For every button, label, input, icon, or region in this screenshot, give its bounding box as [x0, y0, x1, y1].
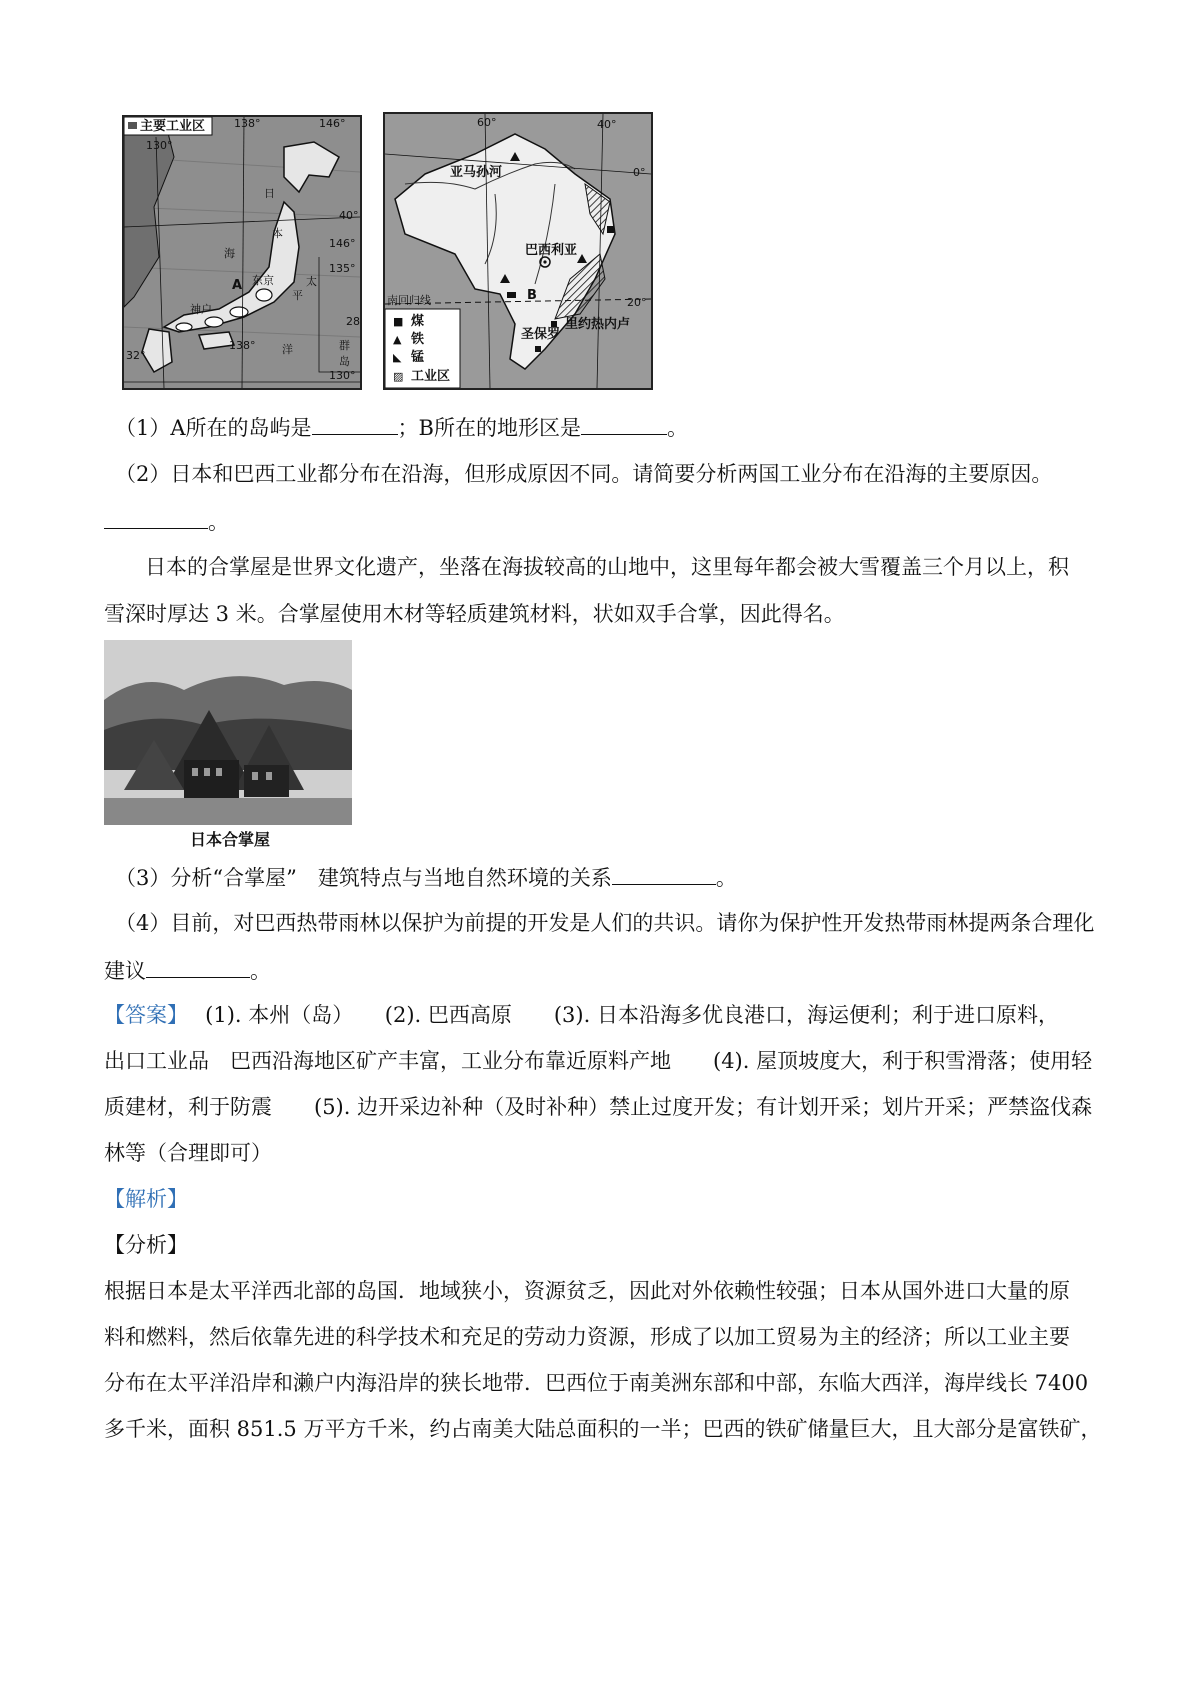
japan-label-A: A — [232, 278, 243, 293]
brazil-map — [383, 112, 653, 390]
legend-coal-symbol: ■ — [393, 315, 404, 328]
question-4-end: 。 — [250, 959, 271, 983]
explain-line-2: 料和燃料，然后依靠先进的科学技术和充足的劳动力资源，形成了以加工贸易为主的经济；所以工业主要 — [104, 1325, 1070, 1349]
japan-label-8: 32° — [126, 349, 146, 362]
japan-label-7: 138° — [229, 339, 256, 352]
legend-coal-label: 煤 — [411, 314, 425, 329]
japan-label-ri: 日 — [264, 187, 275, 200]
answer-blank-5[interactable] — [146, 955, 250, 978]
photo-caption: 日本合掌屋 — [190, 830, 271, 849]
analysis-tag: 【分析】 — [104, 1233, 188, 1257]
brazil-label-40: 40° — [597, 118, 617, 131]
answer-line-4: 林等（合理即可） — [104, 1141, 272, 1165]
japan-label-qun: 群 — [339, 339, 350, 352]
japan-label-tokyo: 东京 — [252, 274, 274, 287]
japan-label-dao: 岛 — [339, 355, 350, 368]
legend-industrial-symbol: ▨ — [393, 370, 404, 383]
brazil-label-rio: 里约热内卢 — [565, 317, 631, 332]
japan-legend-label: 主要工业区 — [140, 119, 206, 134]
question-1-part-a: （1）A所在的岛屿是 — [115, 416, 312, 440]
japan-label-ben: 本 — [272, 227, 283, 240]
explain-line-1: 根据日本是太平洋西北部的岛国．地域狭小，资源贫乏，因此对外依赖性较强；日本从国外进口大量的原 — [104, 1279, 1070, 1303]
industrial-zone-legend-swatch — [128, 122, 137, 129]
gassho-house-drawing — [104, 640, 352, 825]
passage-line-2: 雪深时厚达 3 米。合掌屋使用木材等轻质建筑材料，状如双手合掌，因此得名。 — [104, 602, 845, 626]
explain-line-4: 多千米，面积 851.5 万平方千米，约占南美大陆总面积的一半；巴西的铁矿储量巨大，且大部分是富铁矿， — [104, 1417, 1102, 1441]
brazil-label-amazon: 亚马孙河 — [450, 165, 503, 180]
japan-label-6: 28 — [346, 315, 360, 328]
question-2-answer-line — [104, 506, 229, 537]
japan-label-9: 130° — [329, 369, 356, 382]
gassho-house-photo — [104, 640, 352, 825]
japan-map-drawing — [124, 117, 360, 388]
question-1 — [115, 412, 688, 443]
question-3 — [115, 862, 737, 893]
japan-label-yang: 洋 — [282, 343, 293, 356]
japan-label-3: 40° — [339, 209, 359, 222]
answer-line-1 — [104, 1000, 1059, 1030]
explain-line-3: 分布在太平洋沿岸和濑户内海沿岸的狭长地带．巴西位于南美洲东部和中部，东临大西洋，海岸线长 7400 — [104, 1371, 1089, 1395]
answer-line-2: 出口工业品 巴西沿海地区矿产丰富，工业分布靠近原料产地 (4). 屋顶坡度大，利于积雪滑落；使用轻 — [104, 1049, 1093, 1073]
question-1-part-b: ；B所在的地形区是 — [397, 416, 581, 440]
japan-label-5: 135° — [329, 262, 356, 275]
japan-label-1: 138° — [234, 117, 261, 130]
brazil-label-tropic: 南回归线 — [387, 294, 431, 307]
japan-label-ping: 平 — [292, 289, 303, 302]
japan-label-4: 146° — [329, 237, 356, 250]
japan-label-kobe: 神户 — [190, 303, 212, 316]
legend-manganese-symbol: ◣ — [393, 351, 402, 364]
legend-iron-label: 铁 — [411, 332, 425, 347]
answer-text-1: (1). 本州（岛） (2). 巴西高原 (3). 日本沿海多优良港口，海运便利；利于进口原料， — [177, 1003, 1059, 1027]
brazil-label-B: B — [527, 288, 537, 303]
question-1-end: 。 — [666, 416, 688, 440]
answer-blank-3[interactable] — [104, 506, 208, 529]
question-4-line-1: （4）目前，对巴西热带雨林以保护为前提的开发是人们的共识。请你为保护性开发热带雨林提两条合理化 — [115, 911, 1095, 935]
answer-blank-4[interactable] — [612, 862, 716, 885]
legend-industrial-label: 工业区 — [411, 369, 451, 384]
japan-label-0: 130° — [146, 139, 173, 152]
question-2: （2）日本和巴西工业都分布在沿海，但形成原因不同。请简要分析两国工业分布在沿海的主要原因。 — [115, 462, 1053, 486]
brazil-label-60: 60° — [477, 116, 497, 129]
brazil-label-saopaulo: 圣保罗 — [521, 327, 561, 342]
question-2-end: 。 — [208, 510, 229, 534]
answer-blank-1[interactable] — [312, 412, 398, 435]
japan-label-hai: 海 — [224, 247, 235, 260]
japan-map — [122, 115, 362, 390]
legend-iron-symbol: ▲ — [393, 333, 402, 346]
japan-label-tai: 太 — [306, 275, 317, 288]
question-4-line-2 — [104, 955, 271, 986]
answer-blank-2[interactable] — [581, 412, 667, 435]
brazil-label-20: 20° — [627, 296, 647, 309]
question-3-text: （3）分析“合掌屋” 建筑特点与当地自然环境的关系 — [115, 866, 612, 890]
brazil-label-0: 0° — [633, 166, 646, 179]
brazil-label-brasilia: 巴西利亚 — [525, 243, 578, 258]
legend-manganese-label: 锰 — [411, 350, 425, 365]
question-3-end: 。 — [715, 866, 737, 890]
passage-line-1: 日本的合掌屋是世界文化遗产，坐落在海拔较高的山地中，这里每年都会被大雪覆盖三个月以上，积 — [145, 555, 1069, 579]
answer-line-3: 质建材，利于防震 (5). 边开采边补种（及时补种）禁止过度开发；有计划开采；划片开采；严禁盗伐森 — [104, 1095, 1093, 1119]
question-4-text: 建议 — [104, 959, 146, 983]
brazil-map-drawing — [385, 114, 651, 388]
answer-tag: 【答案】 — [104, 1003, 178, 1027]
explain-tag: 【解析】 — [104, 1187, 188, 1211]
japan-label-2: 146° — [319, 117, 346, 130]
